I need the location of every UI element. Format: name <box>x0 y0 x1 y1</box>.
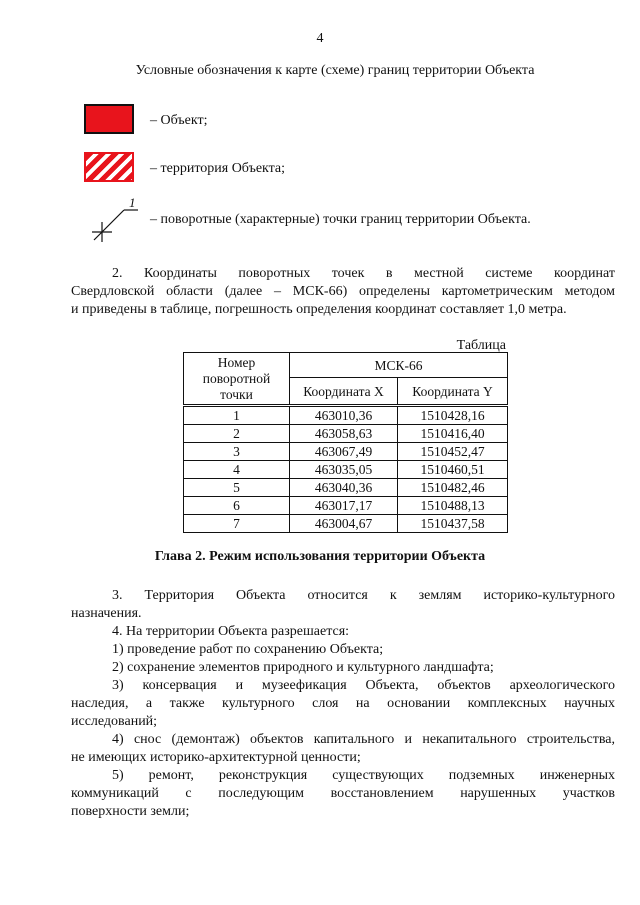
object-solid-red-icon <box>84 104 134 134</box>
header-system: МСК-66 <box>290 353 508 378</box>
chapter-title: Глава 2. Режим использования территории Объекта <box>154 549 486 564</box>
paragraph-2: 2. Координаты поворотных точек в местной системе координат Свердловской области (далее – МСК-66) определены картометрическим методом и приведены в таблице, погрешность определения координат составляет 1,0 метра. <box>71 266 615 317</box>
table-row: 5 463040,36 1510482,46 <box>184 479 508 497</box>
table-row: 1 463010,36 1510428,16 <box>184 406 508 425</box>
header-coord-x: Координата X <box>290 378 398 406</box>
header-point-number: Номер поворотной точки <box>184 353 290 406</box>
legend-label-turning-point: – поворотные (характерные) точки границ территории Объекта. <box>150 212 531 227</box>
list-item: 5) ремонт, реконструкция существующих подземных инженерных коммуникаций с последующим восстановлением нарушенных участков поверхности земли; <box>71 768 615 819</box>
list-item: 3) консервация и музеефикация Объекта, объектов археологического наследия, а также культурного слоя на основании комплексных научных исследований; <box>71 678 615 729</box>
legend-label-territory: – территория Объекта; <box>150 161 286 176</box>
table-row: 3 463067,49 1510452,47 <box>184 443 508 461</box>
list-item: 1) проведение работ по сохранению Объекта; <box>112 642 384 657</box>
list-item: 2) сохранение элементов природного и культурного ландшафта; <box>112 660 494 675</box>
coordinates-table <box>183 352 508 533</box>
territory-hatched-red-icon <box>84 152 134 182</box>
table-row: 7 463004,67 1510437,58 <box>184 515 508 533</box>
list-item: 4) снос (демонтаж) объектов капитального и некапитального строительства, не имеющих историко-архитектурной ценности; <box>71 732 615 765</box>
legend-title: Условные обозначения к карте (схеме) границ территории Объекта <box>135 63 535 78</box>
legend-item-territory <box>84 152 624 186</box>
table-row: 2 463058,63 1510416,40 <box>184 425 508 443</box>
legend-item-turning-point <box>84 196 624 246</box>
turning-point-number: 1 <box>129 196 136 210</box>
page-number: 4 <box>316 31 324 46</box>
legend-label-object: – Объект; <box>150 113 208 128</box>
table-row: 4 463035,05 1510460,51 <box>184 461 508 479</box>
paragraph-4: 4. На территории Объекта разрешается: <box>112 624 350 639</box>
table-caption: Таблица <box>456 338 506 353</box>
legend-item-object <box>84 104 624 138</box>
turning-point-icon <box>84 196 144 242</box>
table-row: 6 463017,17 1510488,13 <box>184 497 508 515</box>
paragraph-3: 3. Территория Объекта относится к землям историко-культурного назначения. <box>71 588 615 621</box>
header-coord-y: Координата Y <box>398 378 508 406</box>
